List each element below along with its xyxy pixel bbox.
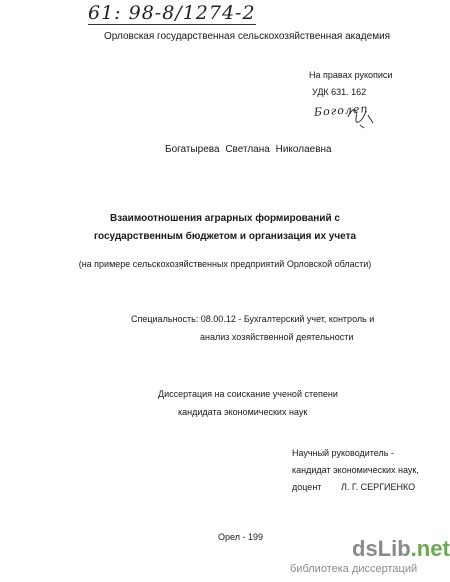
udk-code: УДК 631. 162 (312, 87, 367, 97)
footer-city-year: Орел - 199 (218, 532, 263, 542)
handwritten-code: 61: 98-8/1274-2 (88, 2, 256, 24)
watermark-logo (352, 536, 450, 562)
dissertation-line-1: Диссертация на соискание ученой степени (158, 389, 338, 399)
supervisor-label: доцент (292, 482, 322, 492)
author-name: Богатырева Светлана Николаевна (165, 144, 332, 155)
watermark-logo-main: dsLib (352, 536, 411, 561)
signature-scribble (346, 103, 374, 129)
specialty-line-1: Специальность: 08.00.12 - Бухгалтерский учет, контроль и (131, 314, 375, 324)
watermark-logo-tld: .net (410, 536, 450, 561)
academy-name: Орловская государственная сельскохозяйственная академия (104, 31, 391, 42)
title-line-3: (на примере сельскохозяйственных предприятий Орловской области) (78, 259, 372, 269)
dissertation-line-2: кандидата экономических наук (178, 407, 308, 417)
rights-notice: На правах рукописи (309, 70, 393, 80)
specialty-line-2: анализ хозяйственной деятельности (200, 332, 354, 342)
watermark-subtitle: библиотека диссертаций (290, 563, 418, 575)
supervisor-name: Л. Г. СЕРГИЕНКО (341, 482, 416, 492)
title-line-1: Взаимоотношения аграрных формирований с (110, 213, 340, 224)
supervisor-line-1: Научный руководитель - (292, 448, 394, 458)
handwritten-underline (88, 24, 256, 25)
title-line-2: государственным бюджетом и организация их учета (93, 231, 357, 242)
signature: Боголеп (313, 102, 369, 119)
supervisor-line-2: кандидат экономических наук, (292, 465, 419, 475)
